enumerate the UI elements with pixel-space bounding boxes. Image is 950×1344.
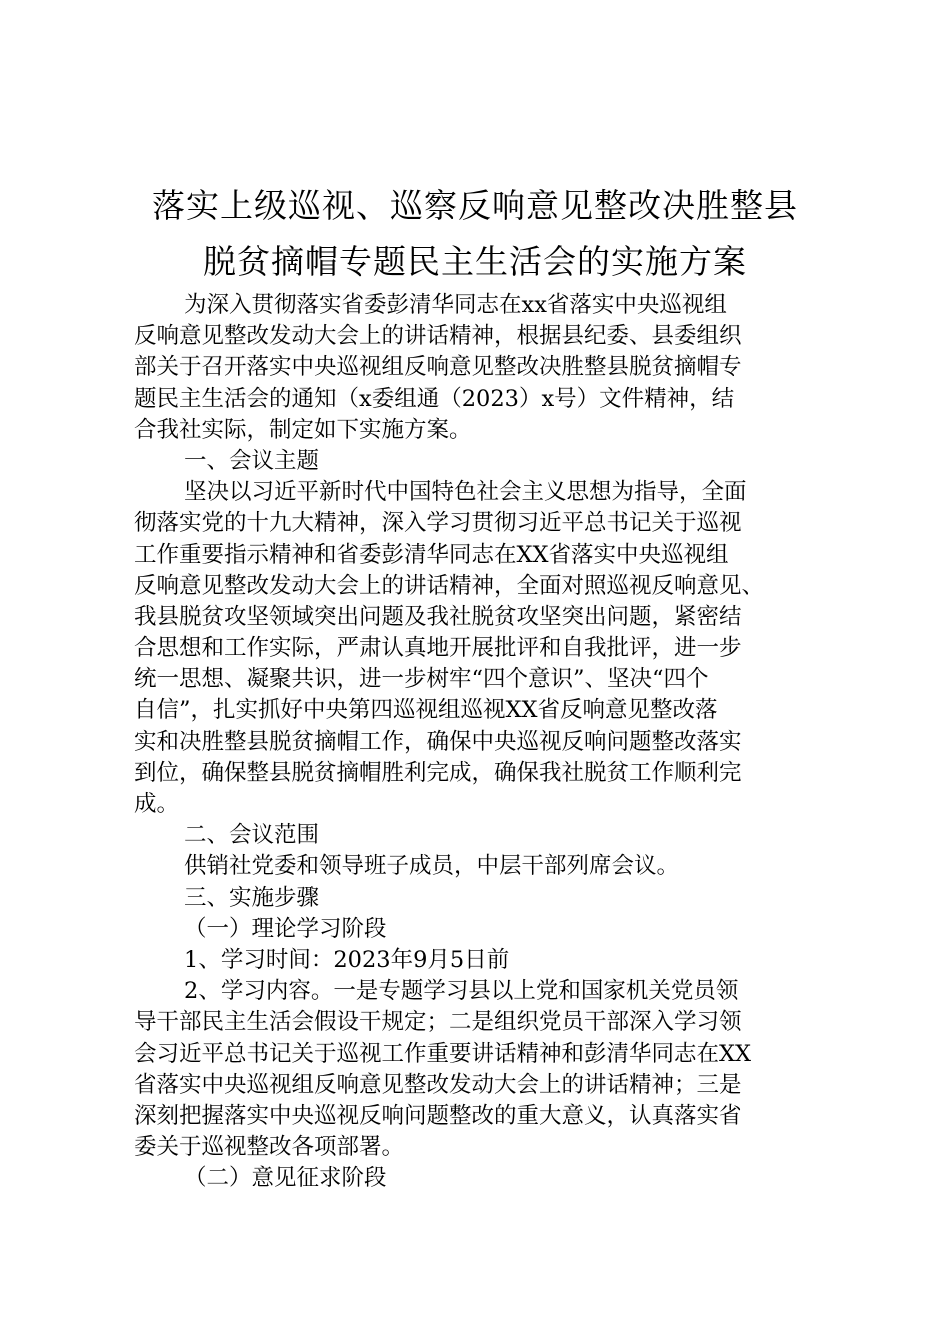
document-title-line-2: 脱贫摘帽专题民主生活会的实施方案 bbox=[203, 242, 747, 281]
document-title-line-1: 落实上级巡视、巡察反响意见整改决胜整县 bbox=[152, 186, 798, 225]
paragraph-study-content-line-6: 委关于巡视整改各项部署。 bbox=[134, 1134, 405, 1161]
paragraph-scope: 供销社党委和领导班子成员，中层干部列席会议。 bbox=[184, 853, 680, 880]
paragraph-study-content-line-5: 深刻把握落实中央巡视反响问题整改的重大意义，认真落实省 bbox=[134, 1102, 742, 1129]
section-heading-theme: 一、会议主题 bbox=[184, 447, 320, 474]
paragraph-intro-line-1: 为深入贯彻落实省委彭清华同志在xx省落实中央巡视组 bbox=[184, 292, 727, 318]
paragraph-theme-line-7: 统一思想、凝聚共识，进一步树牢“四个意识”、坚决“四个 bbox=[134, 666, 709, 693]
paragraph-theme-line-11: 成。 bbox=[134, 791, 180, 817]
section-heading-scope: 二、会议范围 bbox=[184, 822, 320, 849]
paragraph-theme-line-5: 我县脱贫攻坚领域突出问题及我社脱贫攻坚突出问题，紧密结 bbox=[134, 603, 742, 630]
paragraph-intro-line-2: 反响意见整改发动大会上的讲话精神，根据县纪委、县委组织 bbox=[134, 323, 742, 350]
paragraph-theme-line-6: 合思想和工作实际，严肃认真地开展批评和自我批评，进一步 bbox=[134, 635, 742, 662]
paragraph-intro-line-3: 部关于召开落实中央巡视组反响意见整改决胜整县脱贫摘帽专 bbox=[134, 354, 742, 381]
subsection-heading-opinion-solicitation: （二）意见征求阶段 bbox=[184, 1165, 387, 1192]
paragraph-theme-line-2: 彻落实党的十九大精神，深入学习贯彻习近平总书记关于巡视 bbox=[134, 510, 742, 537]
paragraph-study-content-line-4: 省落实中央巡视组反响意见整改发动大会上的讲话精神；三是 bbox=[134, 1071, 742, 1098]
paragraph-theme-line-4: 反响意见整改发动大会上的讲话精神，全面对照巡视反响意见、 bbox=[134, 572, 765, 599]
paragraph-study-content-line-2: 导干部民主生活会假设干规定；二是组织党员干部深入学习领 bbox=[134, 1009, 742, 1036]
document-body bbox=[134, 290, 834, 1194]
paragraph-study-time: 1、学习时间：2023年9月5日前 bbox=[184, 946, 510, 973]
paragraph-theme-line-10: 到位，确保整县脱贫摘帽胜利完成，确保我社脱贫工作顺利完 bbox=[134, 759, 742, 786]
paragraph-theme-line-9: 实和决胜整县脱贫摘帽工作，确保中央巡视反响问题整改落实 bbox=[134, 728, 742, 755]
paragraph-study-content-line-1: 2、学习内容。一是专题学习县以上党和国家机关党员领 bbox=[184, 978, 739, 1005]
paragraph-intro-line-4: 题民主生活会的通知（x委组通（2023）x号）文件精神，结 bbox=[134, 385, 735, 412]
subsection-heading-theory-study: （一）理论学习阶段 bbox=[184, 915, 387, 942]
paragraph-theme-line-8: 自信”，扎实抓好中央第四巡视组巡视XX省反响意见整改落 bbox=[134, 697, 718, 724]
paragraph-theme-line-1: 坚决以习近平新时代中国特色社会主义思想为指导，全面 bbox=[184, 479, 747, 506]
paragraph-study-content-line-3: 会习近平总书记关于巡视工作重要讲话精神和彭清华同志在XX bbox=[134, 1040, 752, 1067]
paragraph-intro-line-5: 合我社实际，制定如下实施方案。 bbox=[134, 416, 472, 443]
section-heading-steps: 三、实施步骤 bbox=[184, 884, 320, 911]
paragraph-theme-line-3: 工作重要指示精神和省委彭清华同志在XX省落实中央巡视组 bbox=[134, 541, 729, 568]
